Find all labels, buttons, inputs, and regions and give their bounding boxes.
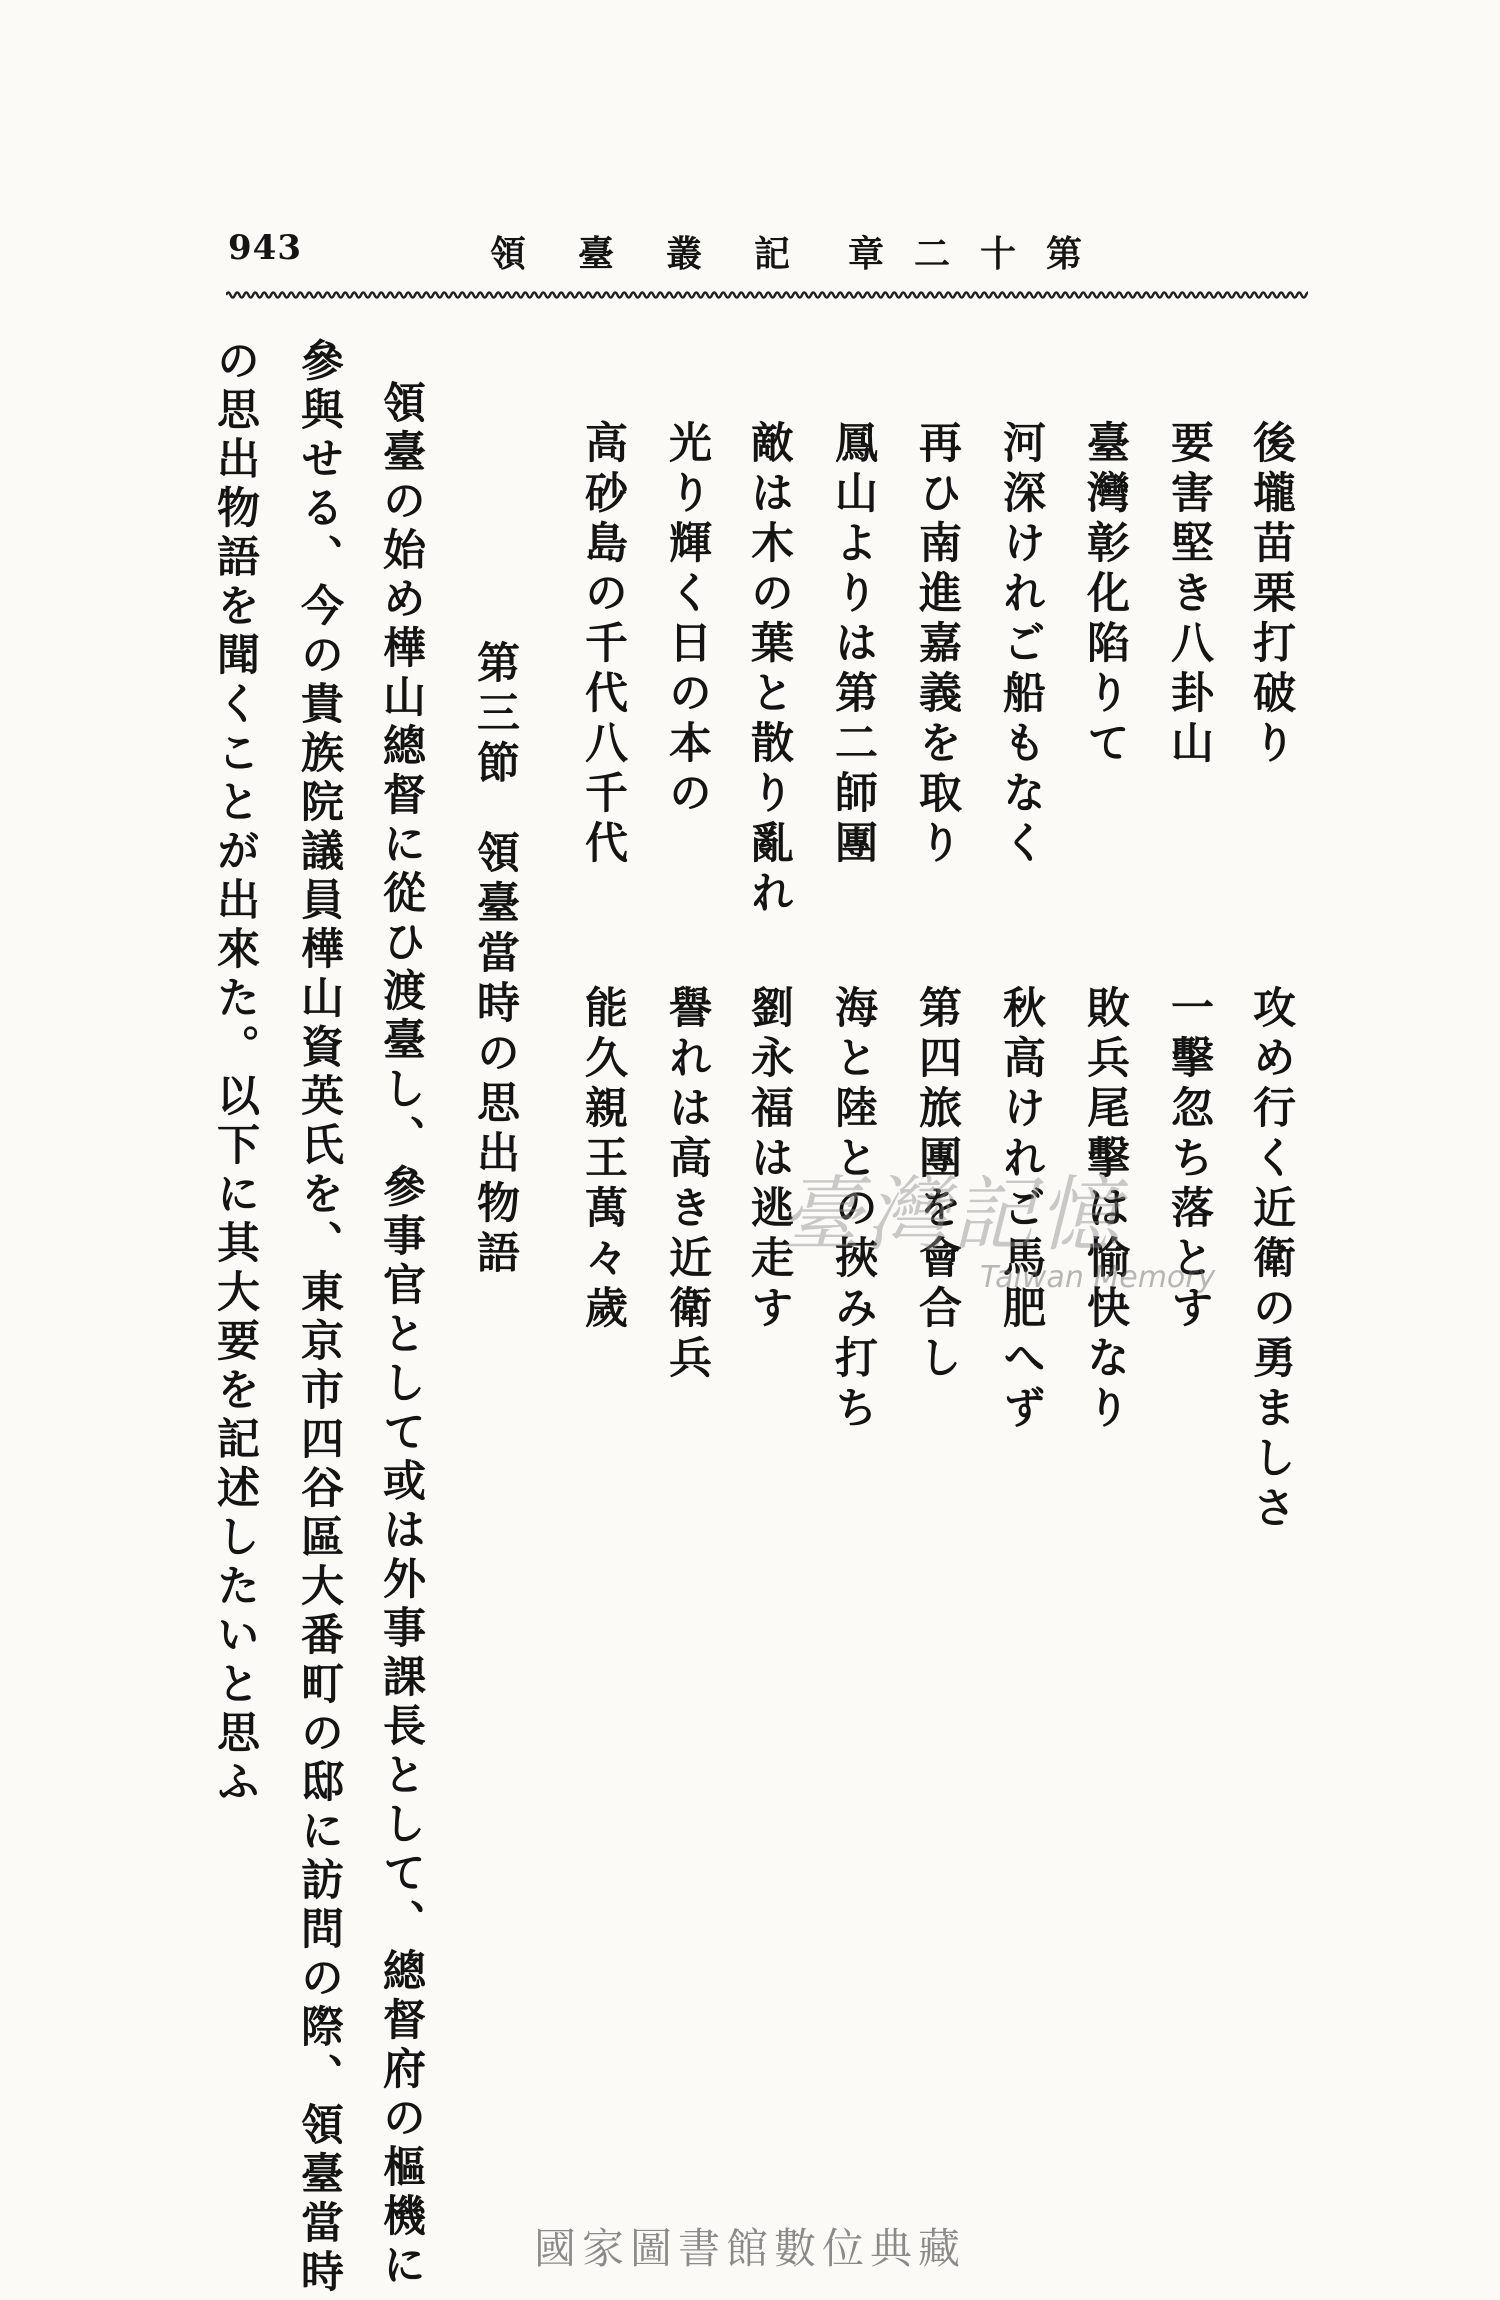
poem-line-upper: 河深けれご船もなく: [996, 420, 1046, 870]
poem-line-upper: 再ひ南進嘉義を取り: [912, 420, 962, 870]
body-column: の思出物語を聞くことが出來た。以下に其大要を記述したいと思ふ: [210, 338, 260, 1808]
poem-line-lower: 敗兵尾擊は愉快なり: [1080, 985, 1130, 1435]
watermark-logo: 臺灣記憶: [780, 1168, 1124, 1263]
poem-line-lower: 能久親王萬々歲: [578, 985, 628, 1335]
poem-line-lower: 海と陸との挾み打ち: [828, 985, 878, 1435]
section-heading: 第三節: [470, 640, 520, 790]
header-wavy-rule: [226, 288, 1308, 302]
watermark-subtitle: Taiwan Memory: [980, 1260, 1216, 1295]
poem-line-upper: 後壠苗栗打破り: [1246, 420, 1296, 770]
library-footer: 國家圖書館數位典藏: [533, 2224, 966, 2273]
poem-line-lower: 秋高けれご馬肥へず: [996, 985, 1046, 1435]
body-column: 領臺の始め樺山總督に從ひ渡臺し、參事官として或は外事課長として、總督府の樞機に: [376, 380, 426, 2291]
taiwan-memory-watermark: [780, 1150, 1216, 1295]
page-number: 943: [228, 228, 302, 268]
poem-line-lower: 劉永福は逃走す: [744, 985, 794, 1335]
poem-line-upper: 要害堅き八卦山: [1164, 420, 1214, 770]
poem-line-upper: 鳳山よりは第二師團: [828, 420, 878, 870]
poem-line-lower: 攻め行く近衛の勇ましさ: [1246, 985, 1296, 1535]
body-column: 參與せる、今の貴族院議員樺山資英氏を、東京市四谷區大番町の邸に訪問の際、領臺當時: [294, 338, 344, 2298]
poem-line-upper: 高砂島の千代八千代: [578, 420, 628, 870]
poem-line-upper: 光り輝く日の本の: [662, 420, 712, 820]
poem-line-lower: 譽れは高き近衛兵: [662, 985, 712, 1385]
chapter-label: 第十二章: [848, 233, 1113, 275]
running-title: 記叢臺領: [490, 233, 843, 275]
poem-line-lower: 第四旅團を會合し: [912, 985, 962, 1385]
poem-line-lower: 一擊忽ち落とす: [1164, 985, 1214, 1335]
section-title: 領臺當時の思出物語: [470, 830, 520, 1280]
poem-line-upper: 臺灣彰化陷りて: [1080, 420, 1130, 770]
poem-line-upper: 敵は木の葉と散り亂れ: [744, 420, 794, 920]
